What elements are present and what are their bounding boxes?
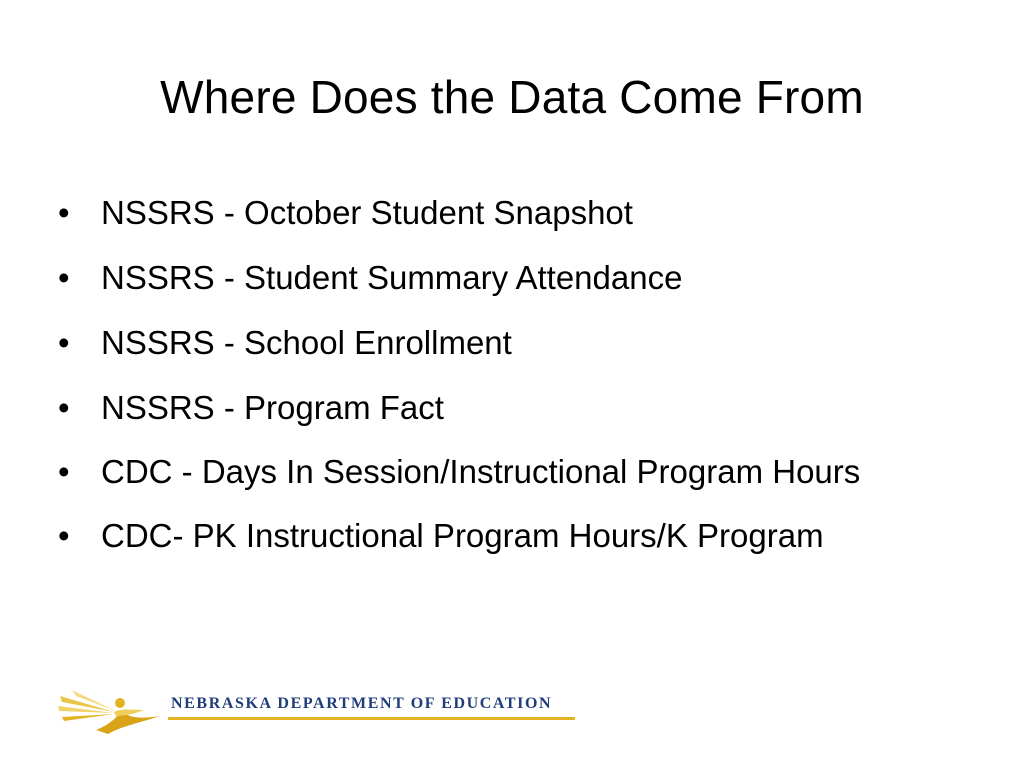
bullet-text: CDC - Days In Session/Instructional Program Hours <box>101 453 861 490</box>
bullet-text: NSSRS - School Enrollment <box>101 324 512 361</box>
bullet-text: NSSRS - October Student Snapshot <box>101 194 633 231</box>
logo-text: NEBRASKA DEPARTMENT OF EDUCATION <box>171 695 553 712</box>
list-item <box>58 316 958 369</box>
bullet-icon: • <box>58 324 70 361</box>
slide-title: Where Does the Data Come From <box>160 71 864 123</box>
bullet-icon: • <box>58 259 70 296</box>
bullet-text: NSSRS - Program Fact <box>101 389 444 426</box>
bullet-icon: • <box>58 194 70 231</box>
bullet-icon: • <box>58 453 70 490</box>
nebraska-swoosh-icon <box>56 686 166 736</box>
logo-divider <box>168 717 575 720</box>
list-item <box>58 446 958 498</box>
bullet-icon: • <box>58 389 70 426</box>
bullet-icon: • <box>58 517 70 554</box>
bullet-list <box>58 186 958 574</box>
bullet-text: CDC- PK Instructional Program Hours/K Program <box>101 517 824 554</box>
list-item <box>58 251 958 304</box>
list-item <box>58 381 958 434</box>
list-item <box>58 510 958 562</box>
list-item <box>58 186 958 239</box>
nde-logo <box>56 686 586 736</box>
bullet-text: NSSRS - Student Summary Attendance <box>101 259 683 296</box>
